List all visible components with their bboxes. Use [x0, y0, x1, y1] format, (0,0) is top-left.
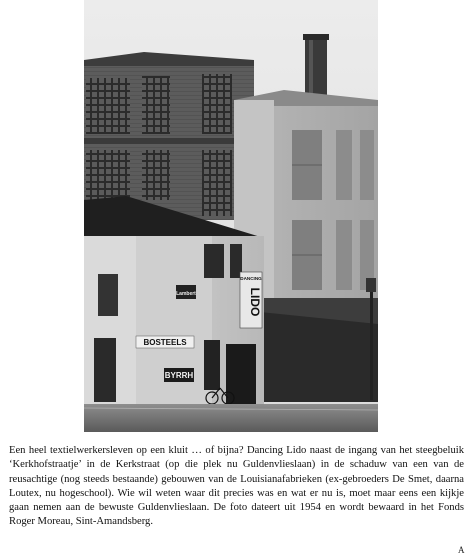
factory-building-left [84, 52, 254, 220]
left-house [84, 236, 136, 406]
sign-byrrh-text: BYRRH [164, 371, 194, 380]
sign-dancing-lido [240, 272, 262, 328]
page-mark: A [458, 545, 465, 555]
sign-byrrh [164, 368, 194, 382]
sign-lido-text: LIDO [248, 287, 262, 317]
sign-small-text: Lambert [176, 291, 196, 297]
historic-street-photograph [84, 0, 378, 432]
sign-dancing-text: DANCING [240, 276, 262, 281]
photo-caption: Een heel textielwerkersleven op een kluit … of bijna? Dancing Lido naast de ingang van het steegbeluik ‘Kerkhofstraatje’ in de Kerkstraat (op die plek nu Guldenvlieslaan) in de schaduw van een van de reusachtige (nog steeds bestaande) gebouwen van de Louisianafabrieken (ex-gebroeders De Smet, daarna Loutex, nu hogeschool). Wie wil weten waar dit precies was en wat er nu is, moet maar eens een kijkje gaan nemen aan de bewuste Guldenvlieslaan. De foto dateert uit 1954 en wordt bewaard in het Fonds Roger Moreau, Sint-Amandsberg. [9, 445, 464, 528]
sign-small [176, 285, 196, 299]
sign-bosteels-text: BOSTEELS [143, 338, 187, 347]
sign-bosteels [136, 336, 194, 348]
